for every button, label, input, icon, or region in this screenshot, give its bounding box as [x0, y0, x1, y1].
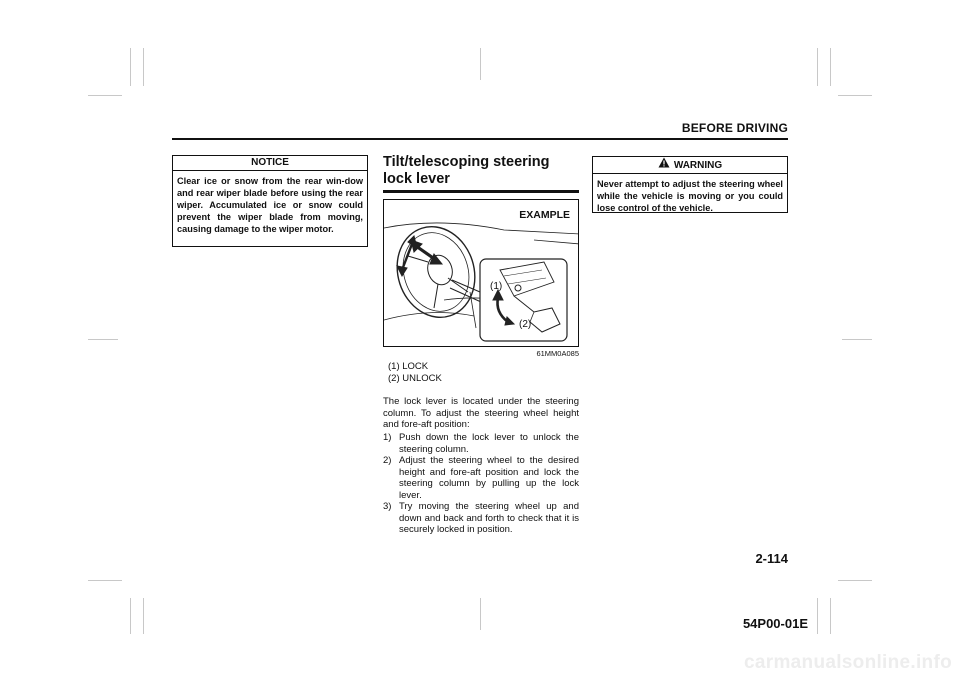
figure-label-1: (1)	[490, 281, 503, 292]
warning-box	[592, 156, 788, 213]
step-text: Push down the lock lever to unlock the steering column.	[399, 432, 579, 455]
step-list	[383, 432, 579, 536]
callout-list	[388, 361, 442, 384]
step-item	[383, 455, 579, 501]
section-title: Tilt/telescoping steering lock lever	[383, 154, 550, 187]
crop-mark	[130, 48, 131, 86]
steering-wheel-drawing	[384, 200, 579, 347]
title-rule	[383, 190, 579, 193]
step-item	[383, 432, 579, 455]
crop-mark	[88, 580, 122, 581]
header-rule	[172, 138, 788, 140]
callout-item: (2) UNLOCK	[388, 372, 442, 384]
step-number: 3)	[383, 501, 392, 512]
warning-label: WARNING	[673, 160, 723, 172]
warning-triangle-icon	[658, 157, 670, 174]
crop-mark	[143, 48, 144, 86]
figure-code: 61MM0A085	[536, 349, 579, 358]
crop-mark	[838, 580, 872, 581]
notice-label: NOTICE	[173, 156, 367, 171]
document-code: 54P00-01E	[742, 616, 808, 631]
warning-text: Never attempt to adjust the steering wheel while the vehicle is moving or you could lose control of the vehicle.	[597, 179, 783, 213]
figure-label-2: (2)	[519, 319, 532, 330]
step-item	[383, 501, 579, 536]
crop-mark	[480, 48, 481, 80]
step-text: Adjust the steering wheel to the desired height and fore-aft position and lock the steering column by pulling up the lock lever.	[399, 455, 579, 501]
callout-item: (1) LOCK	[388, 361, 429, 372]
section-header: BEFORE DRIVING	[681, 121, 788, 135]
step-number: 2)	[383, 455, 392, 466]
notice-box	[172, 155, 368, 247]
crop-mark	[480, 598, 481, 630]
watermark: carmanualsonline.info	[744, 652, 952, 673]
crop-mark	[130, 598, 131, 634]
crop-mark	[817, 598, 818, 634]
step-text: Try moving the steering wheel up and down and back and forth to check that it is securely locked in position.	[399, 501, 579, 535]
crop-mark	[830, 598, 831, 634]
intro-paragraph: The lock lever is located under the steering column. To adjust the steering wheel height and fore-aft position:	[383, 396, 579, 430]
crop-mark	[88, 95, 122, 96]
page-number: 2-114	[755, 551, 788, 566]
crop-mark	[838, 95, 872, 96]
steering-lock-illustration	[383, 199, 579, 347]
crop-mark	[842, 339, 872, 340]
crop-mark	[817, 48, 818, 86]
crop-mark	[143, 598, 144, 634]
figure-example-label: EXAMPLE	[519, 209, 570, 221]
warning-header	[593, 157, 787, 174]
crop-mark	[88, 339, 118, 340]
step-number: 1)	[383, 432, 392, 443]
crop-mark	[830, 48, 831, 86]
notice-text: Clear ice or snow from the rear win-dow and rear wiper blade before using the rear wiper. Accumulated ice or snow could prevent the wiper blade from moving, causing damage to the wiper motor.	[177, 176, 363, 234]
